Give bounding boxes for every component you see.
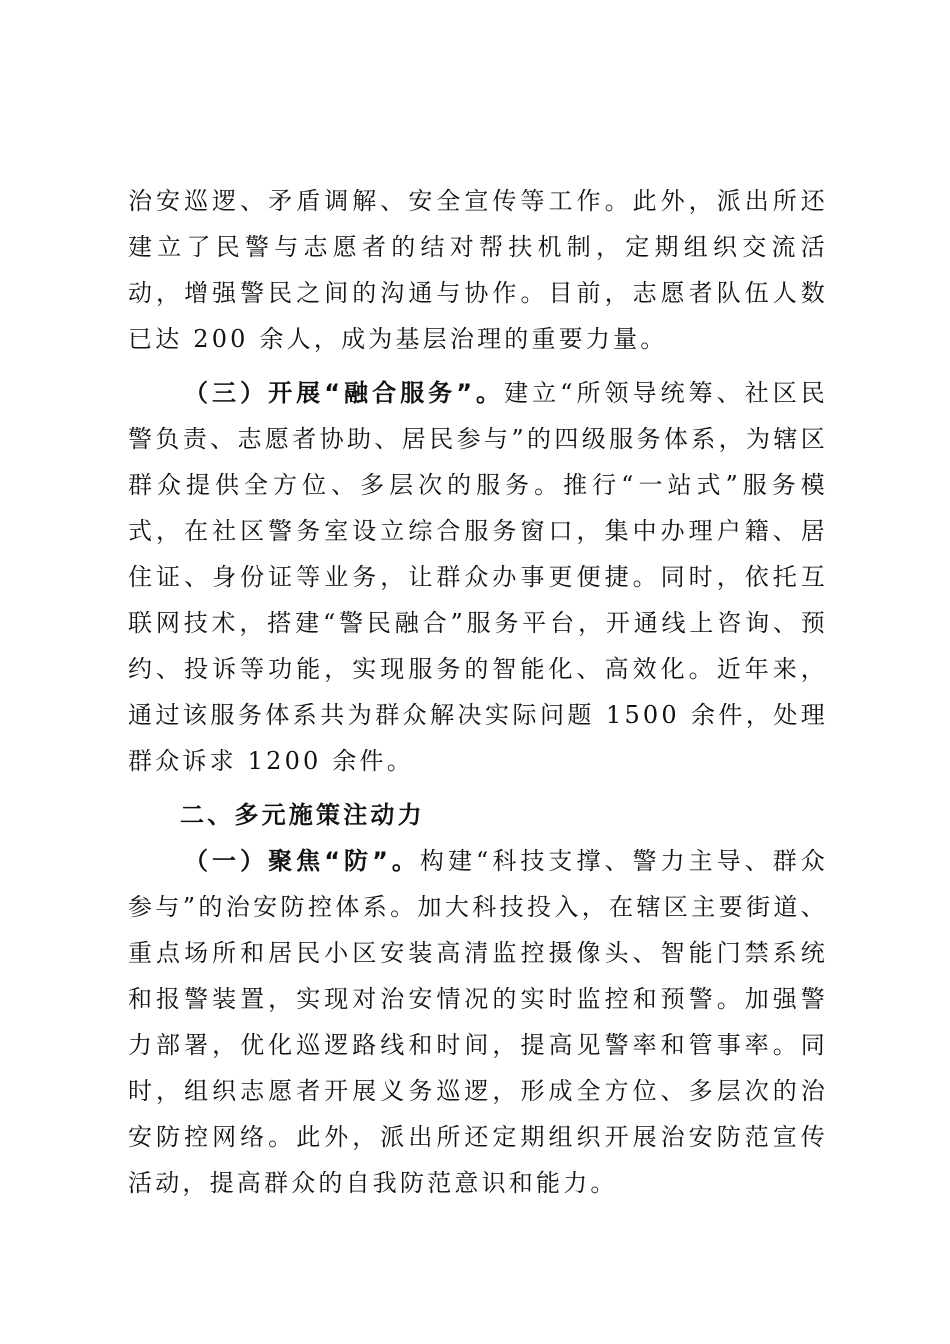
section-3-heading: （三）开展“融合服务”。 <box>184 379 505 407</box>
section-3-body: 建立“所领导统筹、社区民警负责、志愿者协助、居民参与”的四级服务体系，为辖区群众提供全方位、多层次的服务。推行“一站式”服务模式，在社区警务室设立综合服务窗口，集中办理户籍、居住证、身份证等业务，让群众办事更便捷。同时，依托互联网技术，搭建“警民融合”服务平台，开通线上咨询、预约、投诉等功能，实现服务的智能化、高效化。近年来，通过该服务体系共为群众解决实际问题 1500 余件，处理群众诉求 1200 余件。 <box>128 379 828 775</box>
section-1-heading: （一）聚焦“防”。 <box>184 847 420 875</box>
section-1-body: 构建“科技支撑、警力主导、群众参与”的治安防控体系。加大科技投入，在辖区主要街道、重点场所和居民小区安装高清监控摄像头、智能门禁系统和报警装置，实现对治安情况的实时监控和预警。加强警力部署，优化巡逻路线和时间，提高见警率和管事率。同时，组织志愿者开展义务巡逻，形成全方位、多层次的治安防控网络。此外，派出所还定期组织开展治安防范宣传活动，提高群众的自我防范意识和能力。 <box>128 847 828 1197</box>
paragraph-section-1 <box>128 838 828 1206</box>
document-body <box>128 178 828 1206</box>
paragraph-section-3 <box>128 370 828 784</box>
part-2-heading: 二、多元施策注动力 <box>180 801 425 829</box>
paragraph-continued: 治安巡逻、矛盾调解、安全宣传等工作。此外，派出所还建立了民警与志愿者的结对帮扶机制，定期组织交流活动，增强警民之间的沟通与协作。目前，志愿者队伍人数已达 200 余人，成为基层治理的重要力量。 <box>128 187 828 353</box>
